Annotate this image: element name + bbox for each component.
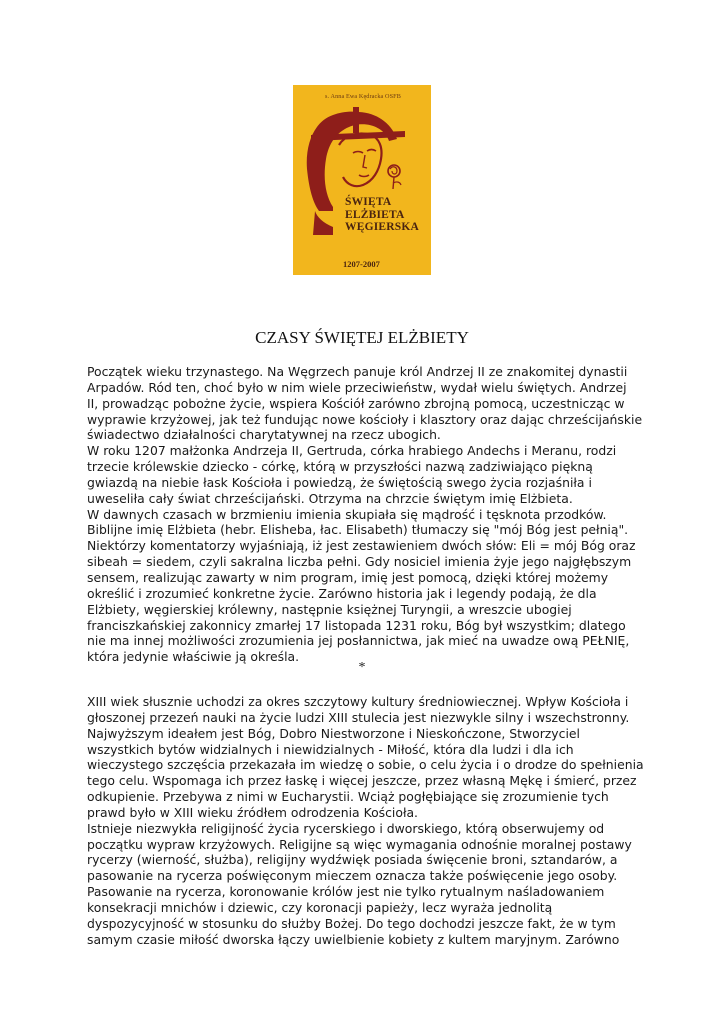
text-line: wszystkich bytów widzialnych i niewidzialnych - Miłość, która dla ludzi i dla ich	[87, 741, 574, 757]
text-line: sibeah = siedem, czyli sakralna liczba pełni. Gdy nosiciel imienia żyje jego najgłębszym	[87, 554, 632, 570]
text-line: wyprawie krzyżowej, jak też fundując nowe kościoły i klasztory oraz dając chrześcijańskie	[87, 411, 643, 427]
text-line: franciszkańskiej zakonnicy zmarłej 17 listopada 1231 roku, Bóg był wszystkim; dlatego	[87, 617, 626, 633]
text-line: dyspozycyjność w stosunku do służby Bożej. Do tego dochodzi jeszcze fakt, że w tym	[87, 915, 616, 931]
book-cover-image	[293, 85, 431, 275]
text-line: pasowanie na rycerza poświęconym mieczem oznacza także poświęcenie jego osoby.	[87, 868, 618, 884]
text-line: odkupienie. Przebywa z nimi w Eucharystii. Wciąż pogłębiające się zrozumienie tych	[87, 789, 609, 805]
cover-author: s. Anna Ewa Kędracka OSFB	[325, 93, 401, 100]
text-line: początku wypraw krzyżowych. Religijne są więc wymagania odnośnie moralnej postawy	[87, 836, 632, 852]
section-2-text	[87, 694, 647, 948]
text-line: wieczystego szczęścia przekazała im wiedzę o sobie, o celu życia i o drodze do spełnienia	[87, 757, 644, 773]
text-line: II, prowadząc pobożne życie, wspiera Kościół zarówno zbrojną pomocą, uczestnicząc w	[87, 395, 625, 411]
saint-elizabeth-illustration	[293, 85, 431, 275]
cover-years: 1207-2007	[343, 259, 380, 269]
text-line: Istnieje niezwykła religijność życia rycerskiego i dworskiego, którą obserwujemy od	[87, 820, 605, 836]
page-title: CZASY ŚWIĘTEJ ELŻBIETY	[255, 328, 469, 347]
text-line: Najwyższym ideałem jest Bóg, Dobro Niestworzone i Nieskończone, Stworzyciel	[87, 725, 580, 741]
text-line: określić i zrozumieć konkretne życie. Zarówno historia jak i legendy podają, że dla	[87, 585, 597, 601]
text-line: W roku 1207 małżonka Andrzeja II, Gertruda, córka hrabiego Andechs i Meranu, rodzi	[87, 443, 617, 459]
cover-title	[345, 196, 419, 234]
text-line: samym czasie miłość dworska łączy uwielbienie kobiety z kultem maryjnym. Zarówno	[87, 931, 620, 947]
text-line: prawd było w XIII wieku źródłem odrodzenia Kościoła.	[87, 804, 419, 820]
text-line: Pasowanie na rycerza, koronowanie królów jest nie tylko rytualnym naśladowaniem	[87, 884, 605, 900]
text-line: Niektórzy komentatorzy wyjaśniają, iż jest zestawieniem dwóch słów: Eli = mój Bóg oraz	[87, 538, 636, 554]
text-line: Biblijne imię Elżbieta (hebr. Elisheba, łac. Elisabeth) tłumaczy się "mój Bóg jest pełnią".	[87, 522, 629, 538]
cover-title-line: WĘGIERSKA	[345, 221, 420, 233]
text-line: gwiazdą na niebie łask Kościoła i powiedzą, że świętością swego życia rozjaśniła i	[87, 474, 592, 490]
text-line: rycerzy (wierność, służba), religijny wydźwięk posiada święcenie broni, sztandarów, a	[87, 852, 618, 868]
section-separator: *	[358, 660, 366, 675]
text-line: głoszonej przezeń nauki na życie ludzi XIII stulecia jest niezwykle silny i wszechstronny.	[87, 709, 630, 725]
cover-title-line: ŚWIĘTA	[345, 196, 392, 208]
text-line: Elżbiety, węgierskiej królewny, następnie księżnej Turyngii, a wreszcie ubogiej	[87, 601, 572, 617]
text-line: która jedynie właściwie ją określa.	[87, 649, 300, 665]
text-line: konsekracji mnichów i dziewic, czy koronacji papieży, lecz wyraża jednolitą	[87, 899, 553, 915]
section-1-text	[87, 364, 647, 665]
text-line: XIII wiek słusznie uchodzi za okres szczytowy kultury średniowiecznej. Wpływ Kościoła i	[87, 694, 629, 709]
text-line: tego celu. Wspomaga ich przez łaskę i więcej jeszcze, przez własną Mękę i śmierć, przez	[87, 773, 637, 789]
cover-title-line: ELŻBIETA	[345, 208, 405, 221]
text-line: Początek wieku trzynastego. Na Węgrzech panuje król Andrzej II ze znakomitej dynastii	[87, 364, 628, 379]
text-line: świadectwo działalności charytatywnej na rzecz ubogich.	[87, 427, 441, 443]
text-line: uweseliła cały świat chrześcijański. Otrzyma na chrzcie świętym imię Elżbieta.	[87, 490, 573, 506]
text-line: W dawnych czasach w brzmieniu imienia skupiała się mądrość i tęsknota przodków.	[87, 506, 607, 522]
text-line: Arpadów. Ród ten, choć było w nim wiele przeciwieństw, wydał wielu świętych. Andrzej	[87, 379, 627, 395]
text-line: trzecie królewskie dziecko - córkę, którą w przyszłości nazwą zadziwiająco piękną	[87, 459, 593, 475]
text-line: nie ma innej możliwości zrozumienia jej posłannictwa, jak mieć na uwadze ową PEŁNIĘ,	[87, 633, 630, 649]
text-line: sensem, realizując zawarty w nim program, imię jest pomocą, dzięki której możemy	[87, 569, 609, 585]
